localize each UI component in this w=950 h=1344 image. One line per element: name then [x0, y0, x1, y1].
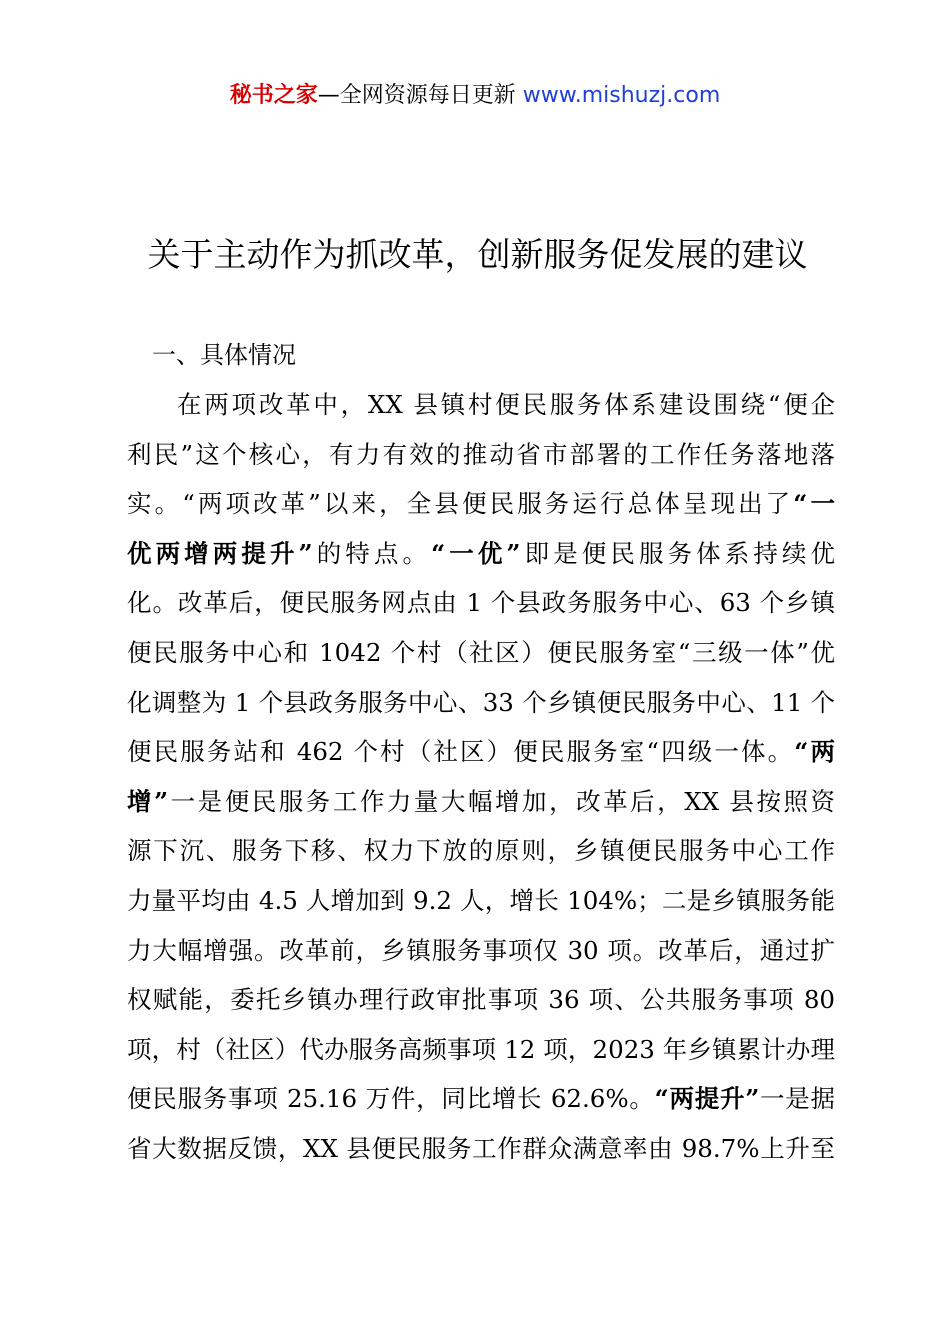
paragraph-line: [127, 826, 835, 876]
text-run: 一是据: [759, 1084, 835, 1114]
site-brand: 秘书之家: [229, 83, 318, 108]
text-run: 权赋能，委托乡镇办理行政审批事项 36 项、公共服务事项 80: [127, 985, 835, 1015]
paragraph-line: [127, 430, 835, 480]
paragraph-line: [127, 380, 835, 430]
bold-phrase: 优两增两提升”: [127, 538, 313, 568]
paragraph-line: [127, 678, 835, 728]
paragraph-line: [127, 479, 835, 529]
paragraph-line: [127, 529, 835, 579]
paragraph-line: [127, 975, 835, 1025]
paragraph-line: [127, 1025, 835, 1075]
paragraph-line: [127, 578, 835, 628]
text-run: 便民服务事项 25.16 万件，同比增长 62.6%。: [127, 1084, 655, 1114]
text-run: 化调整为 1 个县政务服务中心、33 个乡镇便民服务中心、11 个: [127, 687, 835, 717]
document-title: 关于主动作为抓改革，创新服务促发展的建议: [147, 235, 808, 274]
bold-phrase: 增”: [127, 786, 169, 816]
text-run: 即是便民服务体系持续优: [520, 538, 836, 568]
text-run: 省大数据反馈，XX 县便民服务工作群众满意率由 98.7%上升至: [127, 1133, 835, 1163]
paragraph-line: [127, 926, 835, 976]
text-run: 便民服务中心和 1042 个村（社区）便民服务室“三级一体”优: [127, 637, 835, 667]
text-run: 便民服务站和 462 个村（社区）便民服务室“四级一体。: [127, 737, 795, 767]
text-run: 源下沉、服务下移、权力下放的原则，乡镇便民服务中心工作: [127, 836, 835, 866]
text-run: 在两项改革中，XX 县镇村便民服务体系建设围绕“便企: [177, 390, 835, 419]
site-slogan: —全网资源每日更新: [317, 83, 516, 108]
body-paragraph: [127, 380, 835, 1174]
paragraph-line: [127, 1074, 835, 1124]
text-run: 利民”这个核心，有力有效的推动省市部署的工作任务落地落: [127, 439, 835, 469]
text-run: 力大幅增强。改革前，乡镇服务事项仅 30 项。改革后，通过扩: [127, 935, 835, 965]
paragraph-line: [127, 1124, 835, 1174]
paragraph-line: [127, 777, 835, 827]
paragraph-line: [127, 727, 835, 777]
text-run: 实。“两项改革”以来，全县便民服务运行总体呈现出了: [127, 489, 794, 519]
text-run: 一是便民服务工作力量大幅增加，改革后，XX 县按照资: [168, 786, 835, 816]
text-run: 化。改革后，便民服务网点由 1 个县政务服务中心、63 个乡镇: [127, 588, 835, 618]
bold-phrase: “一: [793, 489, 835, 519]
text-run: 项，村（社区）代办服务高频事项 12 项，2023 年乡镇累计办理: [127, 1034, 835, 1064]
bold-phrase: “两提升”: [654, 1084, 760, 1114]
text-run: 的特点。: [312, 538, 432, 568]
paragraph-line: [127, 876, 835, 926]
bold-phrase: “一优”: [431, 538, 521, 568]
site-header: [0, 80, 950, 112]
section-heading: 一、具体情况: [152, 341, 296, 369]
bold-phrase: “两: [794, 737, 835, 767]
text-run: 力量平均由 4.5 人增加到 9.2 人，增长 104%；二是乡镇服务能: [127, 885, 835, 915]
site-url-link[interactable]: www.mishuzj.com: [522, 83, 721, 108]
paragraph-line: [127, 628, 835, 678]
